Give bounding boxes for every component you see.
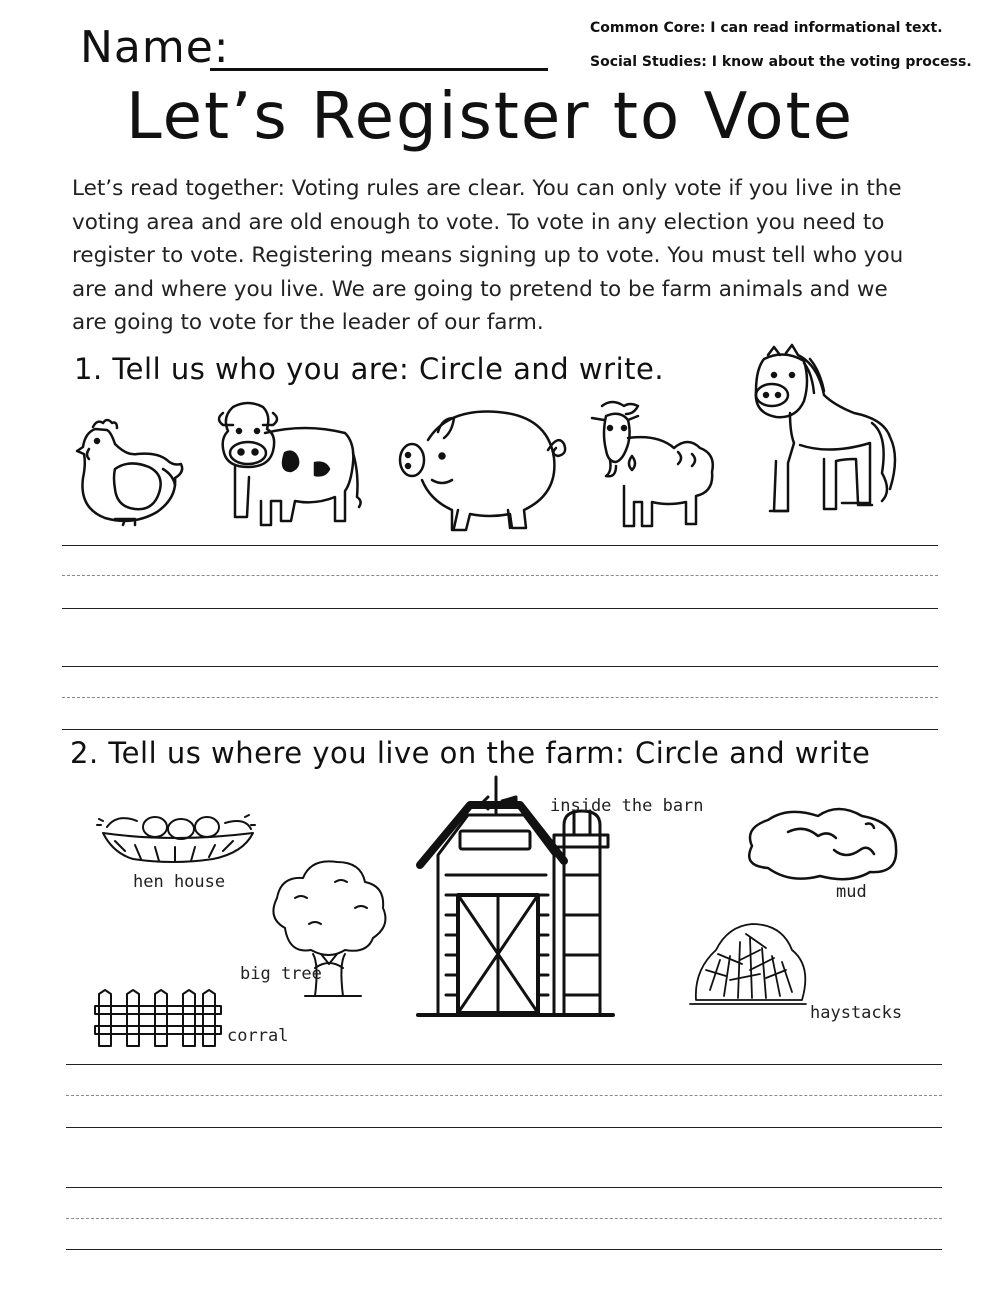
writing-line-solid[interactable] [62,729,938,730]
reading-passage [72,172,942,340]
writing-line-dashed [66,1218,942,1219]
goat-icon[interactable] [588,398,718,531]
cow-icon[interactable] [215,403,360,531]
passage-line: register to vote. Registering means signing up to vote. You must tell who you [72,243,904,268]
writing-line-dashed [66,1095,942,1096]
section-2-heading: 2. Tell us where you live on the farm: Circle and write [70,736,871,770]
haystack-icon[interactable] [690,920,808,1010]
writing-line-dashed [62,697,938,698]
common-core-standard: Common Core: I can read informational text. [590,20,943,36]
writing-line-solid[interactable] [62,608,938,609]
pig-icon[interactable] [398,410,566,532]
mud-icon[interactable] [748,806,900,884]
fence-icon[interactable] [95,988,223,1048]
writing-line-solid[interactable] [62,666,938,667]
passage-line: are and where you live. We are going to pretend to be farm animals and we [72,276,888,302]
corral-label: corral [227,1026,289,1046]
big-tree-label: big tree [240,964,322,984]
writing-line-solid[interactable] [66,1249,942,1250]
name-write-line[interactable] [210,68,548,71]
nest-icon[interactable] [95,805,255,865]
horse-icon[interactable] [750,345,900,531]
name-label: Name: [80,22,230,73]
passage-line: voting area and are old enough to vote. To vote in any election you need to [72,209,885,235]
writing-line-solid[interactable] [62,545,938,546]
haystacks-label: haystacks [810,1003,903,1023]
writing-line-dashed [62,575,938,576]
page-title: Let’s Register to Vote [126,80,854,154]
mud-label: mud [836,882,867,902]
hen-house-label: hen house [133,872,226,892]
writing-line-solid[interactable] [66,1187,942,1188]
hen-icon[interactable] [75,415,190,530]
inside-barn-label: inside the barn [550,796,704,816]
social-studies-standard: Social Studies: I know about the voting process. [590,54,972,70]
passage-line: Let’s read together: Voting rules are clear. You can only vote if you live in the [72,176,902,201]
writing-line-solid[interactable] [66,1064,942,1065]
section-1-heading: 1. Tell us who you are: Circle and write. [74,352,665,386]
writing-line-solid[interactable] [66,1127,942,1128]
passage-line: are going to vote for the leader of our farm. [72,310,544,335]
